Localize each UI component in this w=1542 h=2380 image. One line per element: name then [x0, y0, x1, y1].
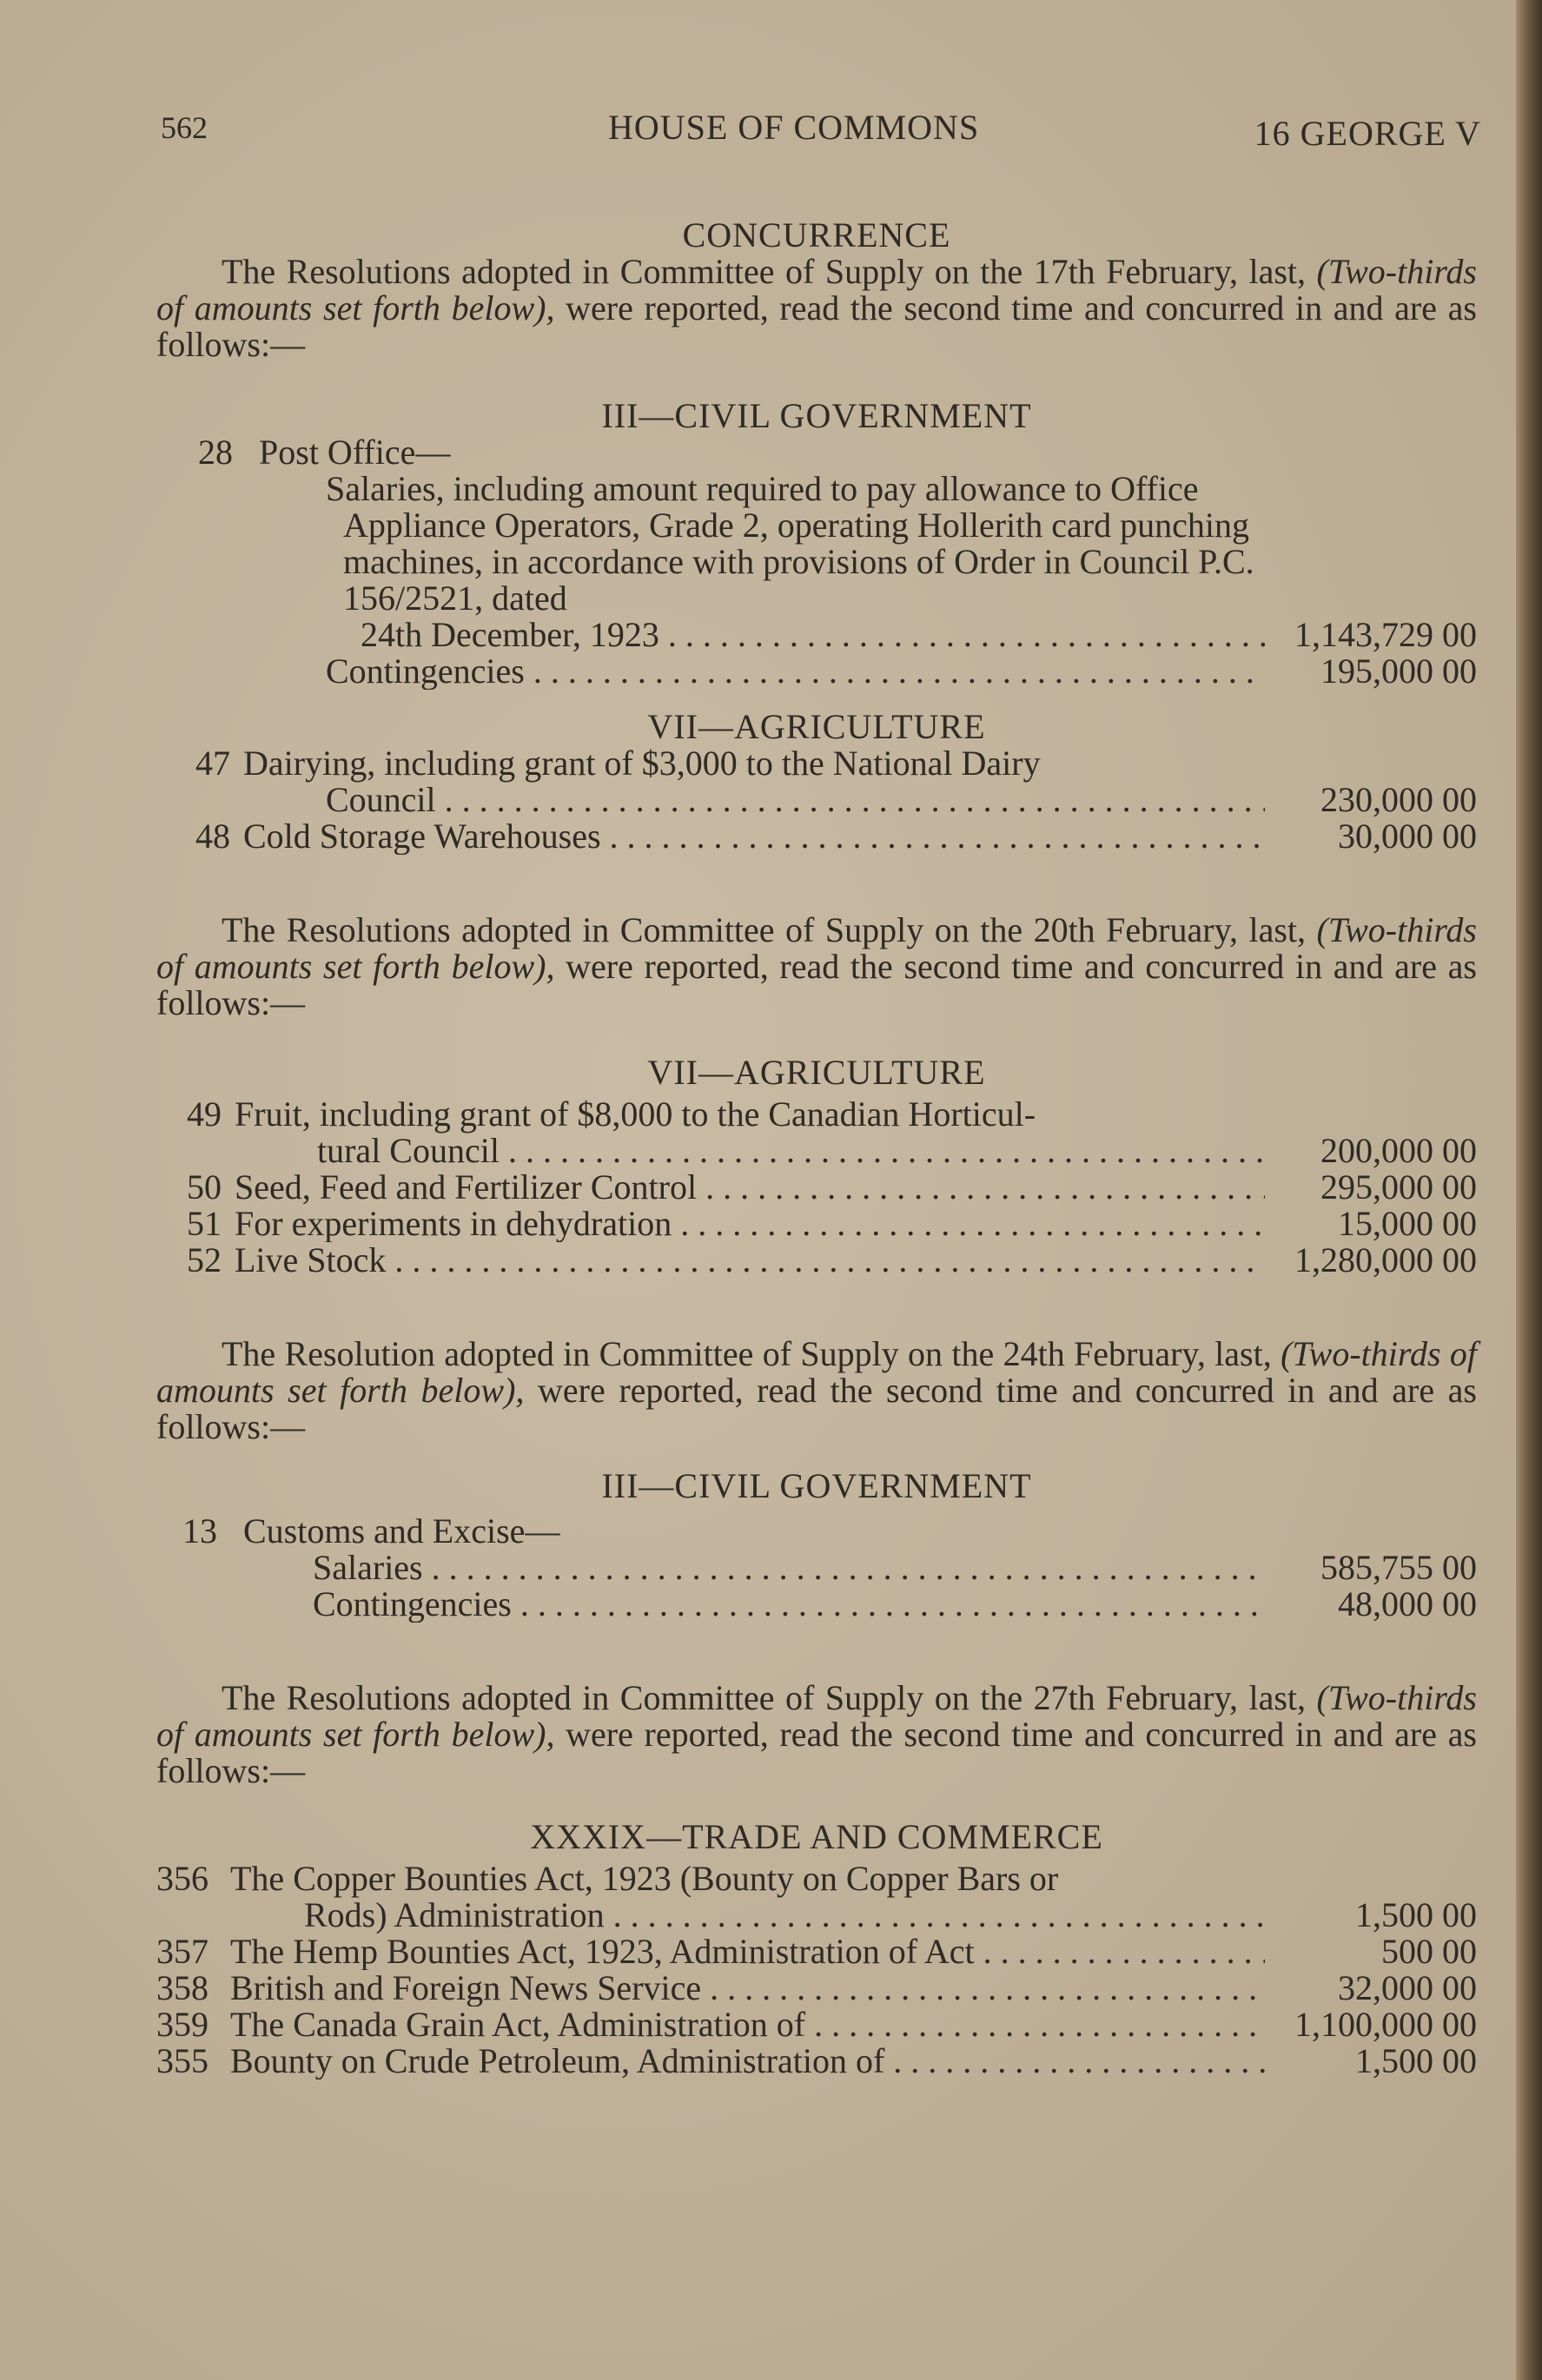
item-last-line	[156, 1897, 1477, 1934]
resolution-intro	[156, 912, 1477, 1021]
line-item	[156, 1970, 1477, 2006]
page-number: 562	[161, 110, 208, 145]
item-number: 357	[156, 1932, 208, 1971]
intro-italic-text: (Two-thirds of amounts set forth below),	[156, 1334, 1477, 1410]
vote-heading: III—CIVIL GOVERNMENT	[601, 396, 1032, 435]
intro-italic-text: (Two-thirds of amounts set forth below),	[156, 252, 1477, 327]
item-text: tural Council . . .	[317, 1133, 1265, 1169]
intro-text: were reported, read the second time and concurred in and are as follows:—	[156, 1715, 1477, 1790]
header-reign: 16 GEORGE V	[1254, 114, 1481, 153]
item-amount: 1,100,000 00	[1294, 2005, 1477, 2044]
vote-title-row	[156, 434, 1477, 471]
header-title: HOUSE OF COMMONS	[608, 108, 980, 147]
item-amount: 48,000 00	[1338, 1584, 1477, 1623]
item-text: Live Stock . . .	[235, 1242, 1265, 1279]
item-text: Rods) Administration . . .	[304, 1897, 1265, 1934]
item-amount: 195,000 00	[1320, 651, 1477, 691]
line-item	[156, 653, 1477, 690]
line-item	[156, 1861, 1477, 1934]
item-text: The Canada Grain Act, Administration of . . .	[230, 2006, 1265, 2043]
item-amount: 230,000 00	[1320, 780, 1477, 819]
intro-text: The Resolutions adopted in Committee of Supply on the 27th February, last,	[222, 1678, 1317, 1717]
item-last-line	[187, 1133, 1477, 1169]
line-item	[156, 745, 1477, 818]
item-text: Seed, Feed and Fertilizer Control . . .	[235, 1169, 1265, 1206]
vote-heading: VII—AGRICULTURE	[647, 707, 986, 746]
item-number: 50	[187, 1167, 222, 1207]
item-first-line	[156, 1861, 1477, 1897]
item-number: 47	[195, 744, 230, 783]
line-item	[156, 471, 1477, 653]
item-text: British and Foreign News Service . . .	[230, 1970, 1265, 2006]
vote-number: 13	[182, 1511, 217, 1550]
item-amount: 1,500 00	[1355, 2041, 1477, 2080]
page-edge-shadow	[1516, 0, 1542, 2380]
intro-text: were reported, read the second time and concurred in and are as follows:—	[156, 1371, 1477, 1446]
item-number: 355	[156, 2041, 208, 2080]
item-amount: 200,000 00	[1320, 1131, 1477, 1170]
item-text: For experiments in dehydration . . .	[235, 1206, 1265, 1242]
item-text: 24th December, 1923 . . .	[361, 617, 1265, 653]
item-first-line	[187, 1096, 1477, 1133]
vote-title: Post Office—	[259, 433, 451, 472]
vote-heading: XXXIX—TRADE AND COMMERCE	[530, 1817, 1103, 1856]
item-text: Bounty on Crude Petroleum, Administration of . . .	[230, 2043, 1265, 2079]
item-amount: 1,143,729 00	[1294, 615, 1477, 654]
line-item	[156, 1242, 1477, 1279]
item-text: Council . . .	[326, 782, 1265, 818]
intro-text: The Resolutions adopted in Committee of Supply on the 20th February, last,	[222, 910, 1317, 949]
item-number: 356	[156, 1859, 208, 1898]
item-number: 51	[187, 1204, 222, 1243]
item-text-lead: Dairying, including grant of $3,000 to the National Dairy	[243, 744, 1041, 783]
line-item	[156, 1206, 1477, 1242]
item-amount: 1,500 00	[1355, 1895, 1477, 1934]
line-item	[156, 1934, 1477, 1970]
page-body	[156, 217, 1477, 2079]
item-amount: 295,000 00	[1320, 1167, 1477, 1207]
vote-number: 28	[198, 433, 233, 472]
intro-text: were reported, read the second time and concurred in and are as follows:—	[156, 288, 1477, 364]
item-amount: 500 00	[1381, 1932, 1477, 1971]
resolution-intro	[156, 254, 1477, 363]
item-text-lead: The Copper Bounties Act, 1923 (Bounty on Copper Bars or	[230, 1859, 1059, 1898]
intro-text: The Resolution adopted in Committee of Supply on the 24th February, last,	[222, 1334, 1281, 1373]
item-last-line	[326, 617, 1477, 653]
vote-title-row	[156, 1513, 1477, 1550]
vote-heading: VII—AGRICULTURE	[647, 1053, 986, 1092]
intro-text: were reported, read the second time and concurred in and are as follows:—	[156, 947, 1477, 1022]
running-header	[161, 102, 1481, 155]
item-text: The Hemp Bounties Act, 1923, Administration of Act . . .	[230, 1934, 1265, 1970]
item-amount: 32,000 00	[1338, 1968, 1477, 2007]
item-number: 359	[156, 2005, 208, 2044]
item-text: Cold Storage Warehouses . . .	[243, 818, 1265, 855]
line-item	[156, 1550, 1477, 1586]
item-text-lead: Salaries, including amount required to pay allowance to Office Appliance Operators, Grade 2, operating Hollerith card punching machines, in accordance with provisions of Order in Council P.C. 156/2521, dated	[326, 469, 1254, 618]
item-number: 48	[195, 816, 230, 856]
section-title: CONCURRENCE	[682, 215, 951, 255]
resolution-block	[156, 254, 1477, 855]
resolution-block	[156, 1680, 1477, 2079]
intro-italic-text: (Two-thirds of amounts set forth below),	[156, 910, 1477, 986]
line-item	[156, 2043, 1477, 2079]
resolution-block	[156, 912, 1477, 1279]
item-number: 358	[156, 1968, 208, 2007]
line-item	[156, 2006, 1477, 2043]
item-text: Contingencies . . .	[326, 653, 1265, 690]
line-item	[156, 1096, 1477, 1169]
item-last-line	[195, 782, 1477, 818]
item-number: 49	[187, 1094, 222, 1134]
item-text: Contingencies . . .	[313, 1586, 1265, 1623]
item-first-line	[195, 745, 1477, 782]
item-amount: 585,755 00	[1320, 1548, 1477, 1587]
line-item	[156, 1586, 1477, 1623]
resolution-intro	[156, 1680, 1477, 1789]
item-amount: 1,280,000 00	[1294, 1240, 1477, 1279]
vote-heading: III—CIVIL GOVERNMENT	[601, 1466, 1032, 1505]
intro-text: The Resolutions adopted in Committee of Supply on the 17th February, last,	[222, 252, 1317, 291]
line-item	[156, 1169, 1477, 1206]
intro-italic-text: (Two-thirds of amounts set forth below),	[156, 1678, 1477, 1754]
item-text-lead: Fruit, including grant of $8,000 to the Canadian Horticul-	[235, 1094, 1036, 1134]
resolution-intro	[156, 1336, 1477, 1445]
item-amount: 30,000 00	[1338, 816, 1477, 856]
item-amount: 15,000 00	[1338, 1204, 1477, 1243]
item-number: 52	[187, 1240, 222, 1279]
resolution-block	[156, 1336, 1477, 1623]
vote-title: Customs and Excise—	[243, 1511, 560, 1550]
item-text: Salaries . . .	[313, 1550, 1265, 1586]
line-item	[156, 818, 1477, 855]
